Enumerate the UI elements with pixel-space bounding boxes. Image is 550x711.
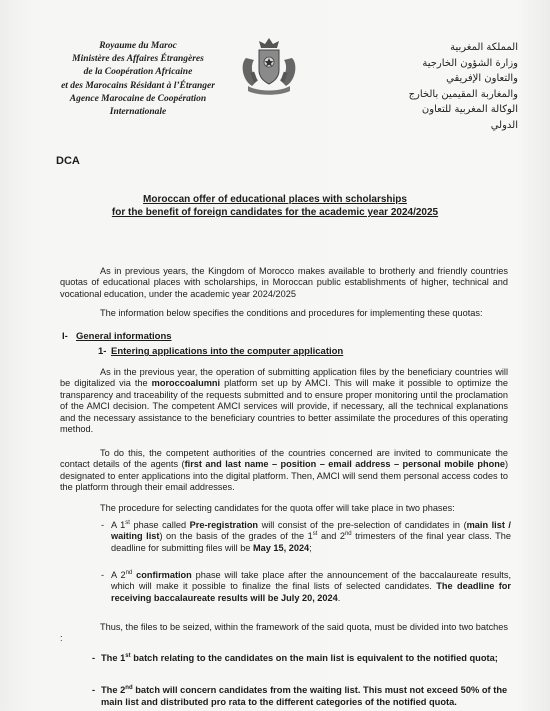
bullet-dash: -	[101, 520, 105, 530]
letterhead-line: de la Coopération Africaine	[83, 67, 193, 78]
text-run: ;	[309, 542, 312, 553]
body-paragraph	[60, 448, 508, 494]
letterhead-line: Internationale	[109, 107, 167, 118]
intro-paragraph-2: The information below specifies the conditions and procedures for implementing these quotas:	[100, 308, 483, 318]
superscript: nd	[125, 684, 133, 691]
text-run: ) on the basis of the grades of the 1	[159, 531, 313, 542]
intro-paragraph: As in previous years, the Kingdom of Morocco makes available to brotherly and friendly countries quotas of educational places with scholarships, in Moroccan public establishments of higher, technical and vocational education, under the academic year 2024/2025	[60, 266, 508, 299]
body-paragraph: Thus, the files to be seized, within the framework of the said quota, must be divided into two batches :	[60, 622, 508, 644]
section-number: I-	[62, 331, 68, 342]
text-run: The 1	[101, 653, 126, 663]
text-run: A 1	[111, 520, 126, 530]
list-item	[101, 519, 511, 554]
letterhead-line: Ministère des Affaires Étrangères	[72, 54, 204, 65]
text-run-bold: main list / waiting list	[111, 520, 511, 542]
text-run: platform set up by AMCI. This will make it possible to optimize the transparency and traceability of the requests submitted and to ensure proper monitoring until the proclamation of the AMCI decision. The competent AMCI services will provide, if necessary, all the technical explanations and the necessary assistance to the beneficiary countries to better assimilate the procedures of this operating method.	[60, 378, 508, 435]
department-code: DCA	[56, 155, 80, 167]
text-run: A 2	[111, 570, 126, 580]
text-run-bold: May 15, 2024	[252, 542, 310, 553]
text-run: The 2	[101, 685, 126, 695]
body-paragraph	[60, 367, 508, 435]
letterhead-line: الدولي	[490, 119, 518, 131]
subsection-title	[111, 346, 343, 357]
text-run-bold: The deadline for receiving baccalaureate results will be July 20, 2024	[111, 581, 511, 603]
text-run: ) designated to enter applications into the digital platform. Then, AMCI will send them personal access codes to the platform through their email addresses.	[60, 459, 508, 493]
text-run: phase will take place after the announcement of the baccalaureate results, which will make it possible to finalize the final lists of selected candidates.	[111, 570, 511, 592]
letterhead-line: Agence Marocaine de Coopération	[69, 93, 207, 104]
letterhead-french	[40, 40, 236, 119]
bullet-dash: -	[92, 685, 96, 695]
list-item	[92, 652, 511, 664]
text-run: trimesters of the final year class. The deadline for submitting files will be	[111, 531, 511, 553]
bullet-dash: -	[101, 570, 105, 580]
subsection-number: 1-	[98, 346, 107, 357]
body-paragraph: The procedure for selecting candidates for the quota offer will take place in two phases:	[100, 503, 455, 513]
superscript: st	[125, 652, 131, 659]
superscript: st	[312, 531, 318, 538]
bullet-dash: -	[92, 653, 96, 663]
text-run: batch relating to the candidates on the main list is equivalent to the notified quota;	[130, 653, 498, 663]
text-run: As in the previous year, the operation of submitting application files by the beneficiary countries will be digitalized via the	[60, 367, 508, 389]
letterhead-line: والتعاون الإفريقي	[446, 73, 518, 84]
letterhead-line: وزارة الشؤون الخارجية	[422, 57, 518, 69]
superscript: st	[125, 519, 130, 526]
superscript: nd	[125, 569, 133, 576]
text-run-bold: confirmation	[136, 570, 192, 580]
section-title: General informations	[76, 331, 172, 342]
text-run: will consist of the pre-selection of candidates in (	[258, 520, 467, 530]
text-run: .	[337, 592, 341, 603]
letterhead-line: الوكالة المغربية للتعاون	[421, 104, 518, 115]
text-run-bold: Pre-registration	[189, 520, 259, 530]
text-run: batch will concern candidates from the waiting list. This must not exceed 50% of the main list and distributed pro rata to the different categories of the notified quota.	[101, 685, 508, 707]
document-title	[60, 193, 490, 219]
superscript: nd	[344, 531, 352, 538]
letterhead-arabic	[318, 40, 518, 133]
letterhead-line: المملكة المغربية	[450, 42, 518, 53]
title-line: Moroccan offer of educational places with scholarships	[143, 194, 407, 205]
subsection-title-text: Entering applications into the computer application	[111, 346, 344, 357]
letterhead-line: et des Marocains Résidant à l’Étranger	[61, 80, 215, 91]
list-item	[101, 569, 511, 604]
moroccan-coat-of-arms-icon	[238, 36, 300, 96]
letterhead-line: Royaume du Maroc	[99, 41, 177, 51]
text-run-bold: moroccoalumni	[151, 378, 221, 389]
text-run: phase called	[129, 520, 190, 530]
text-run-bold: first and last name – position – email address – personal mobile phone	[184, 459, 505, 470]
list-item	[92, 684, 511, 708]
text-run: To do this, the competent authorities of the countries concerned are invited to communicate the contact details of the agents (	[60, 448, 508, 470]
text-run: and 2	[317, 531, 345, 542]
letterhead-line: والمغاربة المقيمين بالخارج	[408, 88, 518, 100]
title-line: for the benefit of foreign candidates for the academic year 2024/2025	[111, 207, 439, 218]
